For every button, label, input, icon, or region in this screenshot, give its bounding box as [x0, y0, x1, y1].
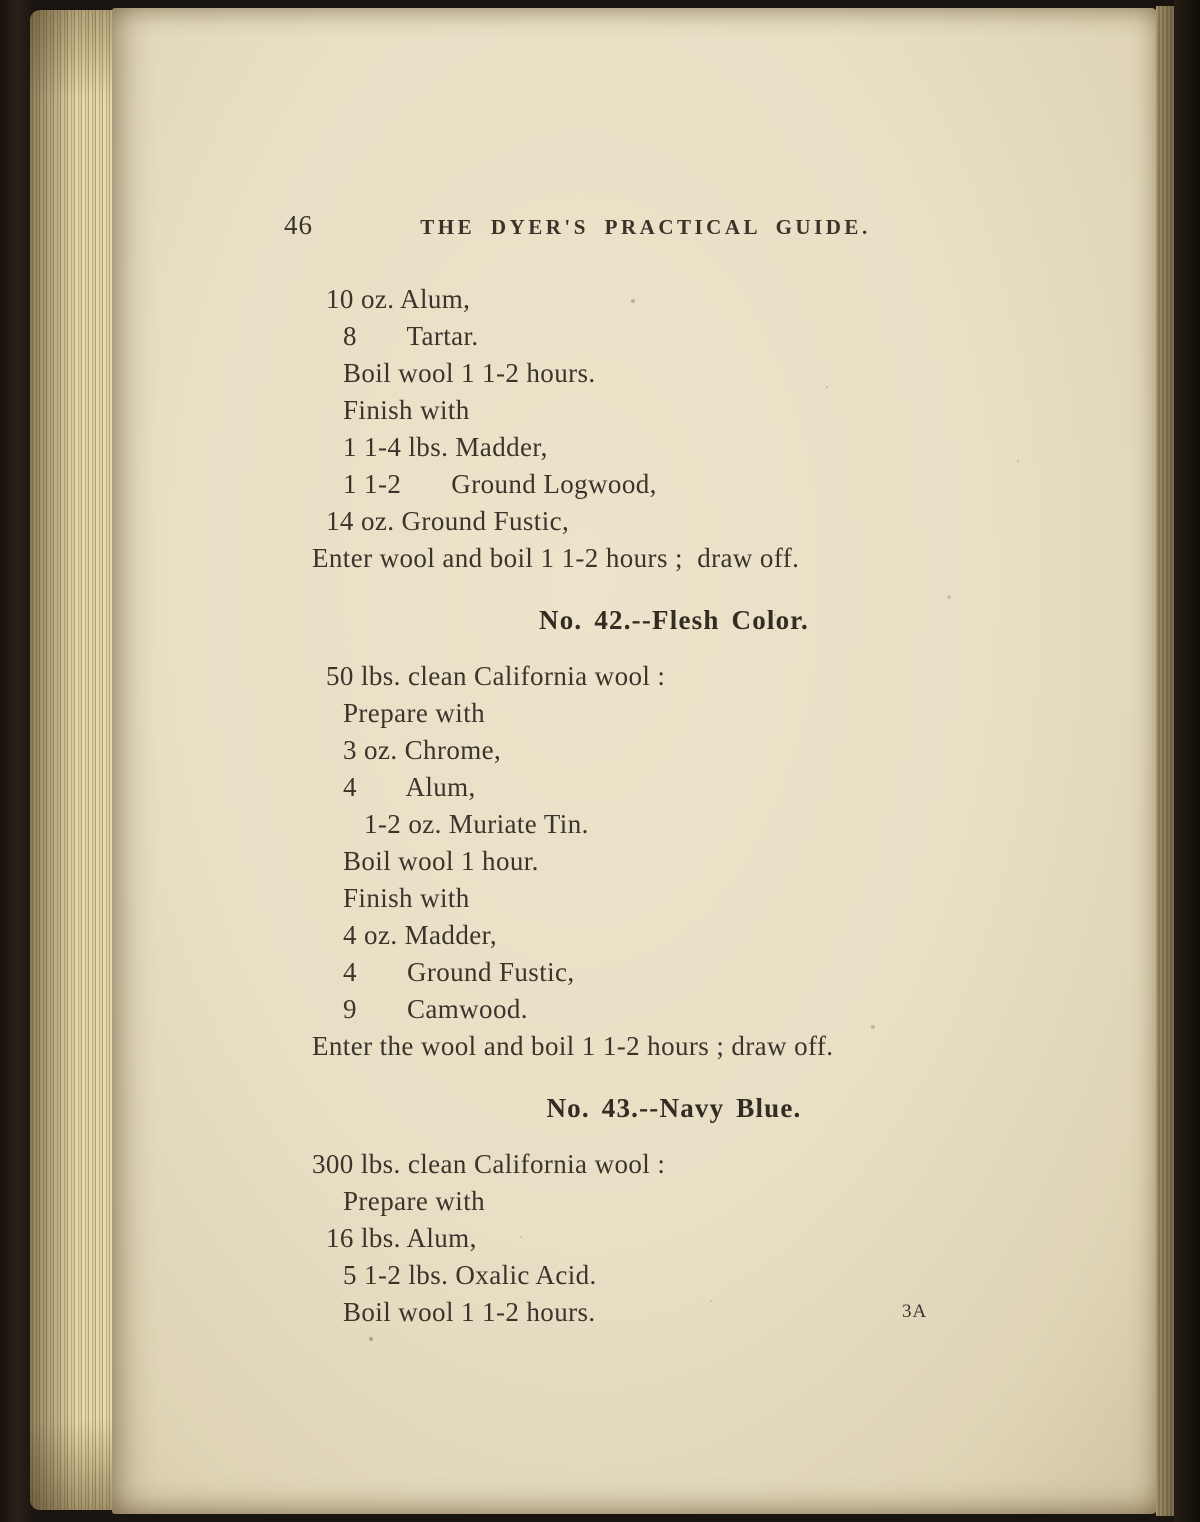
book-cover-left: [0, 0, 32, 1522]
recipe-line: Boil wool 1 1-2 hours.: [343, 358, 596, 388]
recipe-line: 1 1-4 lbs. Madder,: [343, 432, 548, 462]
recipe-line: 8 Tartar.: [343, 321, 479, 351]
recipe-line: 300 lbs. clean California wool :: [312, 1149, 666, 1179]
signature-mark: 3A: [902, 1301, 928, 1322]
section-heading: No. 43.--Navy Blue.: [546, 1093, 802, 1123]
page-edges-left: [30, 10, 114, 1510]
page-body: [112, 281, 1036, 1331]
paper-specks: [112, 8, 114, 10]
recipe-line: Enter wool and boil 1 1-2 hours ; draw off.: [312, 543, 800, 573]
recipe-line: Boil wool 1 hour.: [343, 846, 539, 876]
page-number: 46: [284, 210, 313, 240]
recipe-line: 4 oz. Madder,: [343, 920, 498, 950]
book-page: [112, 8, 1158, 1514]
section-heading: No. 42.--Flesh Color.: [539, 605, 809, 635]
page-edge-right: [1156, 6, 1176, 1516]
recipe-line: Prepare with: [343, 698, 486, 728]
recipe-line: 50 lbs. clean California wool :: [326, 661, 666, 691]
recipe-line: Prepare with: [343, 1186, 486, 1216]
recipe-line: 3 oz. Chrome,: [343, 735, 502, 765]
recipe-line: Boil wool 1 1-2 hours.: [343, 1297, 596, 1327]
recipe-line: Enter the wool and boil 1 1-2 hours ; draw off.: [312, 1031, 834, 1061]
running-title: THE DYER'S PRACTICAL GUIDE.: [420, 215, 871, 239]
recipe-line: 1-2 oz. Muriate Tin.: [364, 809, 589, 839]
recipe-line: Finish with: [343, 883, 470, 913]
recipe-line: 4 Ground Fustic,: [343, 957, 575, 987]
recipe-line: 1 1-2 Ground Logwood,: [343, 469, 657, 499]
recipe-line: 16 lbs. Alum,: [326, 1223, 477, 1253]
recipe-line: Finish with: [343, 395, 470, 425]
recipe-line: 10 oz. Alum,: [326, 284, 471, 314]
recipe-line: 9 Camwood.: [343, 994, 528, 1024]
recipe-line: 5 1-2 lbs. Oxalic Acid.: [343, 1260, 597, 1290]
recipe-line: 14 oz. Ground Fustic,: [326, 506, 570, 536]
recipe-line: 4 Alum,: [343, 772, 476, 802]
page-header: [112, 210, 1158, 241]
book-cover-right: [1174, 0, 1200, 1522]
